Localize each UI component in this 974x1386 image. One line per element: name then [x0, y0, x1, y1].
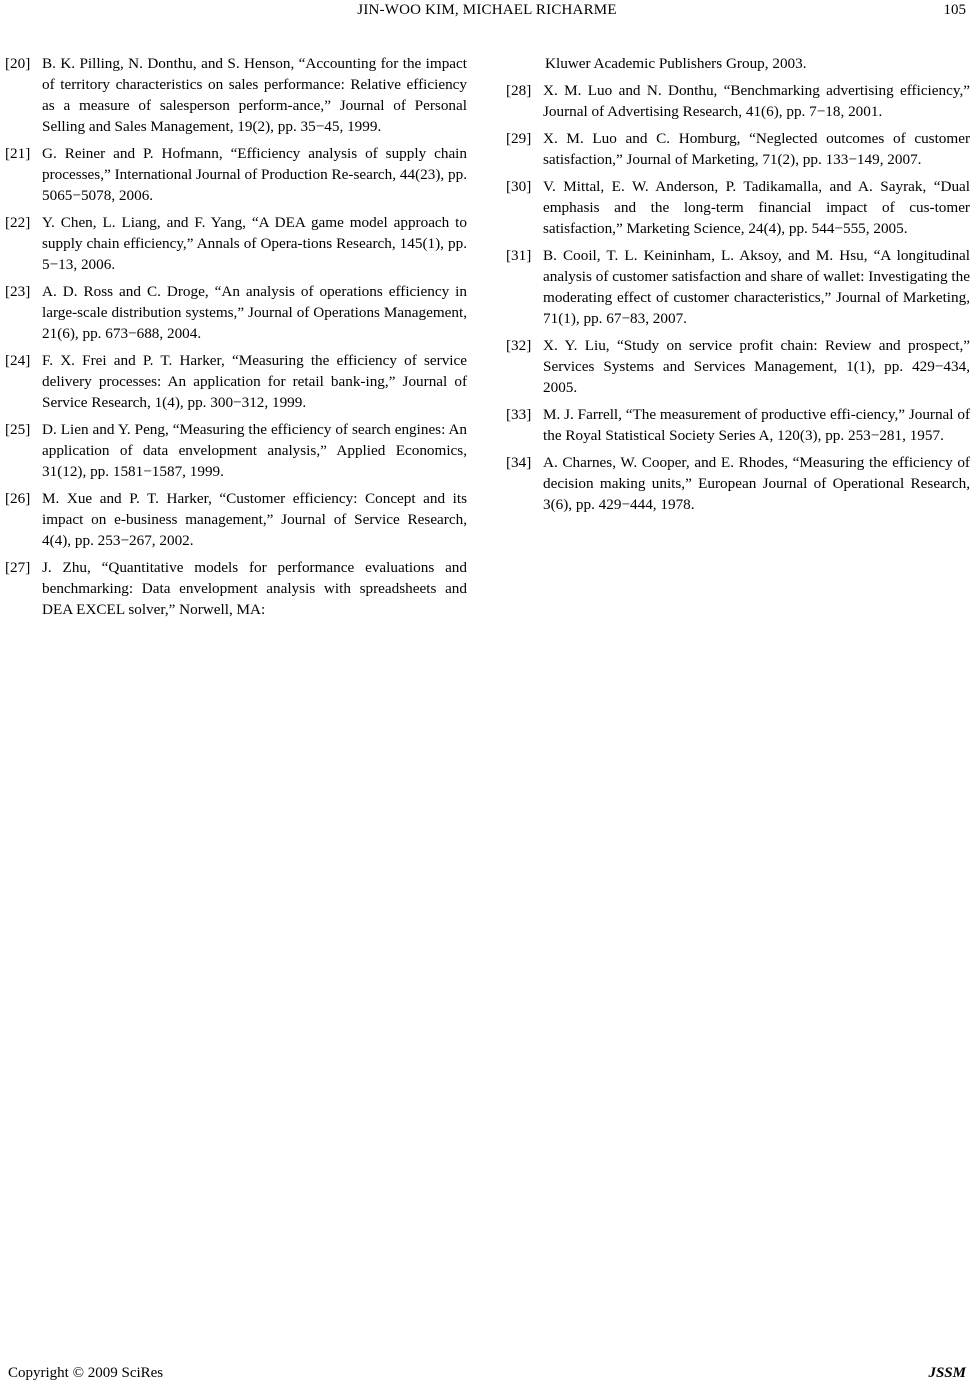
reference-text: X. Y. Liu, “Study on service profit chain: Review and prospect,” Services Systems and Services Management, 1(1), pp. 429−434, 2005.	[543, 337, 970, 396]
reference-continuation	[506, 53, 970, 74]
reference-entry	[5, 488, 467, 551]
reference-number: [20]	[5, 55, 31, 72]
reference-number: [28]	[506, 82, 532, 99]
reference-text: A. Charnes, W. Cooper, and E. Rhodes, “Measuring the efficiency of decision making units,” European Journal of Operational Research, 3(6), pp. 429−444, 1978.	[543, 454, 970, 513]
reference-number: [27]	[5, 559, 31, 576]
reference-entry	[5, 350, 467, 413]
reference-entry	[5, 419, 467, 482]
reference-number: [29]	[506, 130, 532, 147]
reference-entry	[5, 212, 467, 275]
reference-entry	[506, 245, 970, 329]
running-title: JIN-WOO KIM, MICHAEL RICHARME	[357, 2, 617, 18]
reference-text: Kluwer Academic Publishers Group, 2003.	[545, 55, 807, 72]
reference-text: V. Mittal, E. W. Anderson, P. Tadikamalla, and A. Sayrak, “Dual emphasis and the long-term financial impact of cus-tomer satisfaction,” Marketing Science, 24(4), pp. 544−555, 2005.	[543, 178, 970, 237]
reference-text: X. M. Luo and N. Donthu, “Benchmarking advertising efficiency,” Journal of Advertising Research, 41(6), pp. 7−18, 2001.	[543, 82, 970, 120]
reference-number: [30]	[506, 178, 532, 195]
reference-entry	[506, 80, 970, 122]
reference-entry	[506, 404, 970, 446]
reference-number: [26]	[5, 490, 31, 507]
reference-text: X. M. Luo and C. Homburg, “Neglected outcomes of customer satisfaction,” Journal of Marketing, 71(2), pp. 133−149, 2007.	[543, 130, 970, 168]
left-column	[5, 53, 467, 626]
reference-number: [22]	[5, 214, 31, 231]
reference-text: J. Zhu, “Quantitative models for performance evaluations and benchmarking: Data envelopment analysis with spreadsheets and DEA EXCEL solver,” Norwell, MA:	[42, 559, 467, 618]
reference-text: M. Xue and P. T. Harker, “Customer efficiency: Concept and its impact on e-business management,” Journal of Service Research, 4(4), pp. 253−267, 2002.	[42, 490, 467, 549]
reference-number: [34]	[506, 454, 532, 471]
reference-entry	[506, 335, 970, 398]
reference-entry	[5, 281, 467, 344]
reference-entry	[506, 128, 970, 170]
reference-number: [23]	[5, 283, 31, 300]
page-number: 105	[943, 2, 966, 18]
reference-text: M. J. Farrell, “The measurement of productive effi-ciency,” Journal of the Royal Statistical Society Series A, 120(3), pp. 253−281, 1957.	[543, 406, 970, 444]
reference-entry	[5, 53, 467, 137]
reference-entry	[5, 557, 467, 620]
reference-text: A. D. Ross and C. Droge, “An analysis of operations efficiency in large-scale distribution systems,” Journal of Operations Management, 21(6), pp. 673−688, 2004.	[42, 283, 467, 342]
right-column	[506, 53, 970, 521]
reference-entry	[506, 452, 970, 515]
reference-number: [32]	[506, 337, 532, 354]
copyright-notice: Copyright © 2009 SciRes	[8, 1365, 164, 1381]
reference-entry	[506, 176, 970, 239]
running-header	[0, 0, 974, 30]
reference-text: Y. Chen, L. Liang, and F. Yang, “A DEA game model approach to supply chain efficiency,” Annals of Opera-tions Research, 145(1), pp. 5−13, 2006.	[42, 214, 467, 273]
reference-number: [25]	[5, 421, 31, 438]
reference-entry	[5, 143, 467, 206]
page-footer	[0, 1360, 974, 1382]
reference-number: [31]	[506, 247, 532, 264]
reference-number: [33]	[506, 406, 532, 423]
reference-text: D. Lien and Y. Peng, “Measuring the efficiency of search engines: An application of data envelopment analysis,” Applied Economics, 31(12), pp. 1581−1587, 1999.	[42, 421, 467, 480]
reference-text: F. X. Frei and P. T. Harker, “Measuring the efficiency of service delivery processes: An application for retail bank-ing,” Journal of Service Research, 1(4), pp. 300−312, 1999.	[42, 352, 467, 411]
reference-text: B. K. Pilling, N. Donthu, and S. Henson, “Accounting for the impact of territory characteristics on sales performance: Relative efficiency as a measure of salesperson perform-ance,” Journal of Personal Selling and Sales Management, 19(2), pp. 35−45, 1999.	[42, 55, 467, 135]
reference-number: [21]	[5, 145, 31, 162]
reference-text: B. Cooil, T. L. Keininham, L. Aksoy, and M. Hsu, “A longitudinal analysis of customer satisfaction and share of wallet: Investigating the moderating effect of customer characteristics,” Journal of Marketing, 71(1), pp. 67−83, 2007.	[543, 247, 970, 327]
journal-abbreviation: JSSM	[928, 1365, 966, 1381]
reference-text: G. Reiner and P. Hofmann, “Efficiency analysis of supply chain processes,” International Journal of Production Re-search, 44(23), pp. 5065−5078, 2006.	[42, 145, 467, 204]
reference-number: [24]	[5, 352, 31, 369]
